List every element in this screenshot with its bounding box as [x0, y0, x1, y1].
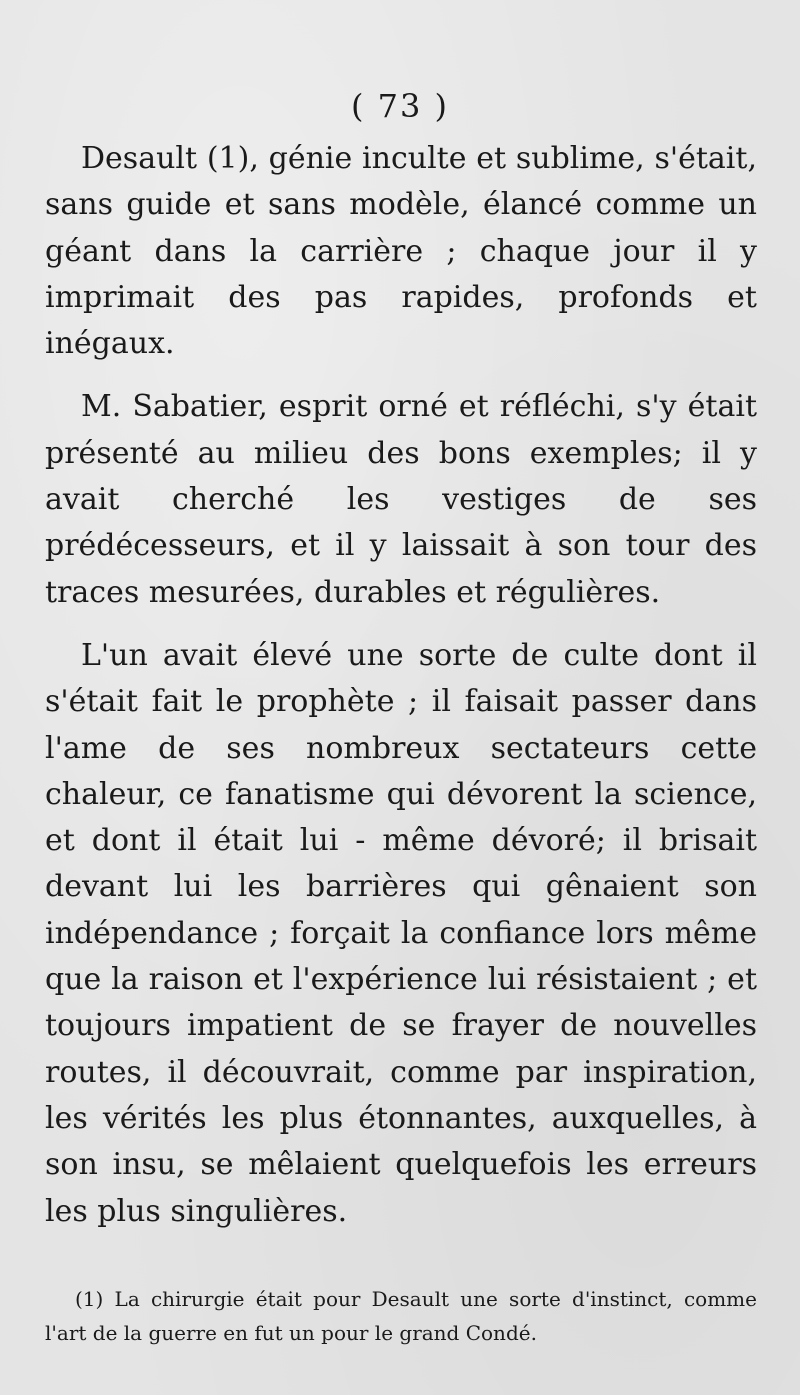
body-text [45, 136, 757, 1235]
footnote: (1) La chirurgie était pour Desault une sorte d'instinct, comme l'art de la guerre en fut un pour le grand Condé. [45, 1287, 757, 1345]
paragraph-comparison: L'un avait élevé une sorte de culte dont il s'était fait le prophète ; il faisait passer dans l'ame de ses nombreux sectateurs cette chaleur, ce fanatisme qui dévorent la science, et dont il était lui - même dévoré; il brisait devant lui les barrières qui gênaient son indépendance ; forçait la confiance lors même que la raison et l'expérience lui résistaient ; et toujours impatient de se frayer de nouvelles routes, il découvrait, comme par inspiration, les vérités les plus étonnantes, auxquelles, à son insu, se mêlaient quelquefois les erreurs les plus singulières. [45, 637, 757, 1229]
paragraph-desault: Desault (1), génie inculte et sublime, s'était, sans guide et sans modèle, élancé comme un géant dans la carrière ; chaque jour il y imprimait des pas rapides, profonds et inégaux. [45, 141, 757, 362]
page-number: ( 73 ) [350, 87, 450, 125]
paragraph-sabatier: M. Sabatier, esprit orné et réfléchi, s'y était présenté au milieu des bons exemples; il y avait cherché les vestiges de ses prédécesseurs, et il y laissait à son tour des traces mesurées, durables et régulières. [45, 389, 757, 610]
